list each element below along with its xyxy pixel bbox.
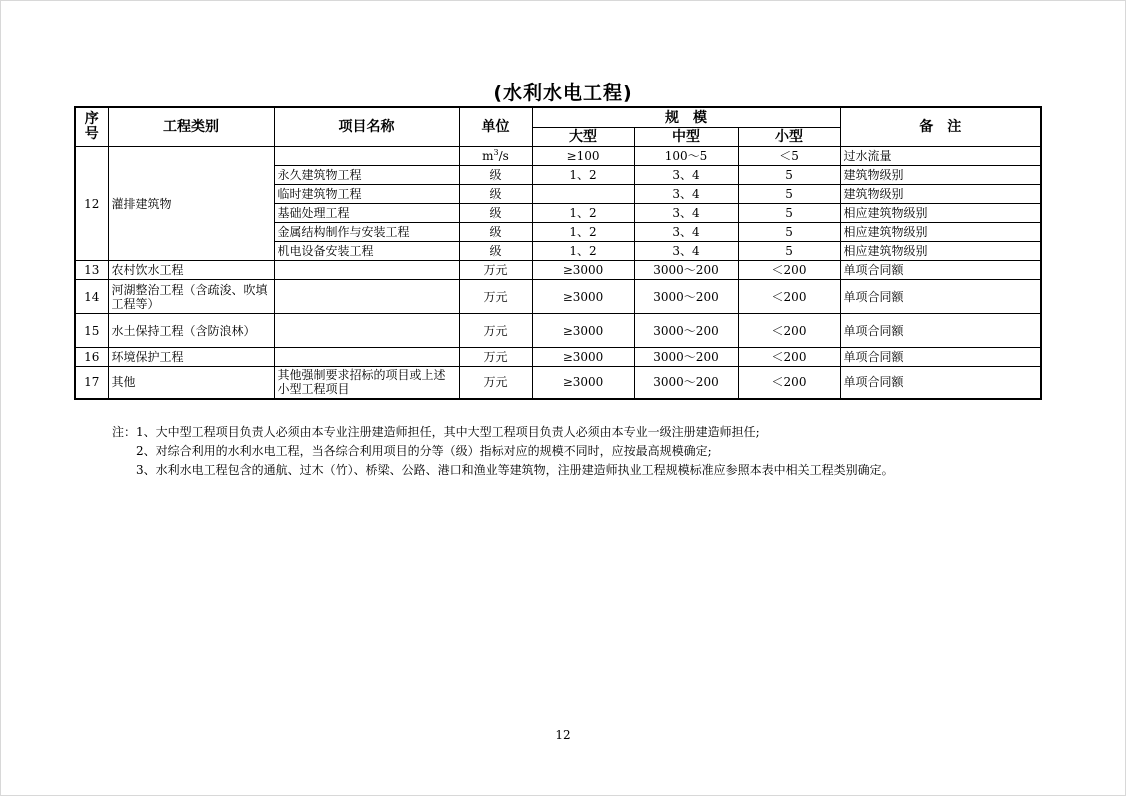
- table-row: [75, 280, 1041, 314]
- row-remark: 建筑物级别: [840, 185, 1041, 204]
- header-small: 小型: [738, 128, 840, 147]
- row-remark: 相应建筑物级别: [840, 204, 1041, 223]
- row-project: [274, 261, 459, 280]
- row-project: 临时建筑物工程: [274, 185, 459, 204]
- row-large: ≥3000: [532, 314, 634, 348]
- header-unit: 单位: [459, 107, 532, 147]
- row-unit: 级: [459, 204, 532, 223]
- row-large: ≥3000: [532, 367, 634, 399]
- row-remark: 建筑物级别: [840, 166, 1041, 185]
- row-small: ＜200: [738, 348, 840, 367]
- row-remark: 相应建筑物级别: [840, 242, 1041, 261]
- table-row: [75, 348, 1041, 367]
- row-unit: 万元: [459, 314, 532, 348]
- row-remark: 单项合同额: [840, 280, 1041, 314]
- header-seq: 序号: [75, 107, 108, 147]
- row-small: 5: [738, 223, 840, 242]
- row-medium: 3000～200: [634, 314, 738, 348]
- row-category: 水土保持工程（含防浪林）: [108, 314, 274, 348]
- row-seq: 17: [75, 367, 108, 399]
- row-large: ≥3000: [532, 261, 634, 280]
- row-project: 其他强制要求招标的项目或上述小型工程项目: [274, 367, 459, 399]
- row-small: 5: [738, 242, 840, 261]
- row-small: 5: [738, 204, 840, 223]
- row-large: 1、2: [532, 242, 634, 261]
- row-medium: 3000～200: [634, 367, 738, 399]
- row-medium: 3、4: [634, 204, 738, 223]
- row-seq: 14: [75, 280, 108, 314]
- row-remark: 单项合同额: [840, 348, 1041, 367]
- row-medium: 3、4: [634, 242, 738, 261]
- row-small: ＜5: [738, 147, 840, 166]
- row-large: 1、2: [532, 223, 634, 242]
- row-category: 其他: [108, 367, 274, 399]
- footnotes: [112, 423, 894, 480]
- row-project: 机电设备安装工程: [274, 242, 459, 261]
- row-remark: 单项合同额: [840, 314, 1041, 348]
- row-unit: 万元: [459, 348, 532, 367]
- project-scale-table: [74, 106, 1042, 400]
- row-large: ≥100: [532, 147, 634, 166]
- table-row: [75, 147, 1041, 166]
- header-project-name: 项目名称: [274, 107, 459, 147]
- row-project: [274, 314, 459, 348]
- header-large: 大型: [532, 128, 634, 147]
- row-unit: 万元: [459, 280, 532, 314]
- row-project: 金属结构制作与安装工程: [274, 223, 459, 242]
- row-medium: 3、4: [634, 223, 738, 242]
- row-unit: 万元: [459, 367, 532, 399]
- row-small: ＜200: [738, 367, 840, 399]
- row-remark: 相应建筑物级别: [840, 223, 1041, 242]
- row-unit: $m^3/s$: [459, 147, 532, 166]
- table-row: [75, 367, 1041, 399]
- row-medium: 3、4: [634, 166, 738, 185]
- row-unit: 级: [459, 166, 532, 185]
- header-category: 工程类别: [108, 107, 274, 147]
- row-large: 1、2: [532, 204, 634, 223]
- row-medium: 3000～200: [634, 261, 738, 280]
- table-row: [75, 314, 1041, 348]
- row-project: [274, 147, 459, 166]
- row-remark: 单项合同额: [840, 261, 1041, 280]
- row-medium: 3、4: [634, 185, 738, 204]
- row-remark: 单项合同额: [840, 367, 1041, 399]
- row-small: ＜200: [738, 261, 840, 280]
- row-project: [274, 348, 459, 367]
- row-unit: 级: [459, 242, 532, 261]
- row-large: [532, 185, 634, 204]
- row-large: 1、2: [532, 166, 634, 185]
- row-small: ＜200: [738, 314, 840, 348]
- row-medium: 3000～200: [634, 348, 738, 367]
- row-large: ≥3000: [532, 348, 634, 367]
- row-unit: 万元: [459, 261, 532, 280]
- row-seq: 13: [75, 261, 108, 280]
- header-row-1: [75, 107, 1041, 128]
- row-small: 5: [738, 185, 840, 204]
- row-project: 基础处理工程: [274, 204, 459, 223]
- row-project: [274, 280, 459, 314]
- row-category: 农村饮水工程: [108, 261, 274, 280]
- footnote-3: 3、水利水电工程包含的通航、过木（竹）、桥梁、公路、港口和渔业等建筑物，注册建造师执业工程规模标准应参照本表中相关工程类别确定。: [136, 463, 894, 477]
- row-unit: 级: [459, 185, 532, 204]
- footnote-1: 注：1、大中型工程项目负责人必须由本专业注册建造师担任，其中大型工程项目负责人必须由本专业一级注册建造师担任;: [112, 425, 760, 439]
- row-medium: 100～5: [634, 147, 738, 166]
- table-row: [75, 261, 1041, 280]
- row-small: 5: [738, 166, 840, 185]
- row-seq: 16: [75, 348, 108, 367]
- row-unit: 级: [459, 223, 532, 242]
- row-category: 环境保护工程: [108, 348, 274, 367]
- header-medium: 中型: [634, 128, 738, 147]
- row-project: 永久建筑物工程: [274, 166, 459, 185]
- row-large: ≥3000: [532, 280, 634, 314]
- footnote-2: 2、对综合利用的水利水电工程，当各综合利用项目的分等（级）指标对应的规模不同时，应按最高规模确定;: [136, 444, 712, 458]
- header-remark: 备 注: [840, 107, 1041, 147]
- row-category: 河湖整治工程（含疏浚、吹填工程等）: [108, 280, 274, 314]
- row-remark: 过水流量: [840, 147, 1041, 166]
- row-small: ＜200: [738, 280, 840, 314]
- row-category: 灌排建筑物: [108, 147, 274, 261]
- page-number: 12: [555, 728, 571, 742]
- row-seq: 12: [75, 147, 108, 261]
- header-scale: 规 模: [532, 107, 840, 128]
- row-medium: 3000～200: [634, 280, 738, 314]
- row-seq: 15: [75, 314, 108, 348]
- document-title: (水利水电工程): [493, 82, 633, 104]
